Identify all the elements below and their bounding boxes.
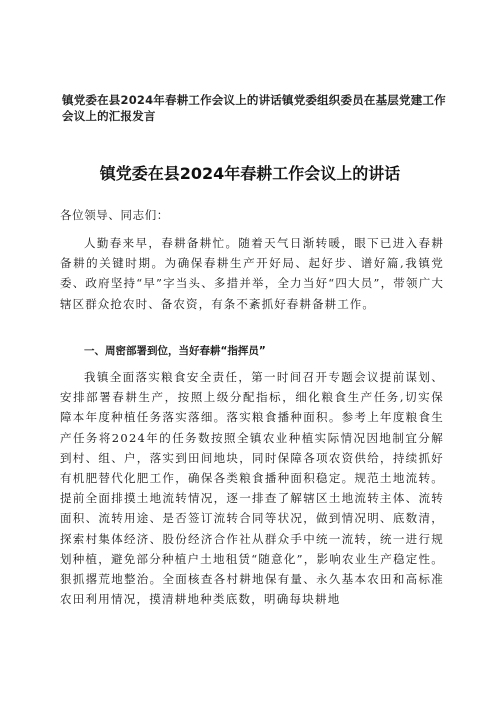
document-title: 镇党委在县2024年春耕工作会议上的讲话 (99, 164, 401, 183)
salutation: 各位领导、同志们： (60, 208, 169, 222)
paragraph-section-1: 我镇全面落实粮食安全责任，第一时间召开专题会议提前谋划、安排部署春耕生产，按照上级分配指标，细化粮食生产任务,切实保障本年度种植任务落实落细。落实粮食播种面积。参考上年度粮食生产任务将2024年的任务数按照全镇农业种植实际情况因地制宜分解到村、组、户，落实到田间地块，同时保障各项农资供给，持续抓好有机肥替代化肥工作，确保各类粮食播种面积稳定。规范土地流转。提前全面排摸土地流转情况，逐一排查了解辖区土地流转主体、流转面积、流转用途、是否签订流转合同等状况，做到情况明、底数清，探索村集体经济、股份经济合作社从群众手中统一流转，统一进行规划种植，避免部分种植户土地租赁“随意化”，影响农业生产稳定性。狠抓撂荒地整治。全面核查各村耕地保有量、永久基本农田和高标准农田利用情况，摸清耕地种类底数，明确每块耕地 (60, 370, 445, 607)
document-header: 镇党委在县2024年春耕工作会议上的讲话镇党委组织委员在基层党建工作会议上的汇报发言 (62, 93, 446, 123)
section-heading-1: 一、周密部署到位，当好春耕“指挥员” (84, 345, 266, 357)
paragraph-intro: 人勤春来早，春耕备耕忙。随着天气日渐转暖，眼下已进入春耕备耕的关键时期。为确保春耕生产开好局、起好步、谱好篇,我镇党委、政府坚持“早”字当头、多措并举，全力当好“四大员”，带领广大辖区群众抢农时、备农资，有条不紊抓好春耕备耕工作。 (60, 236, 444, 311)
